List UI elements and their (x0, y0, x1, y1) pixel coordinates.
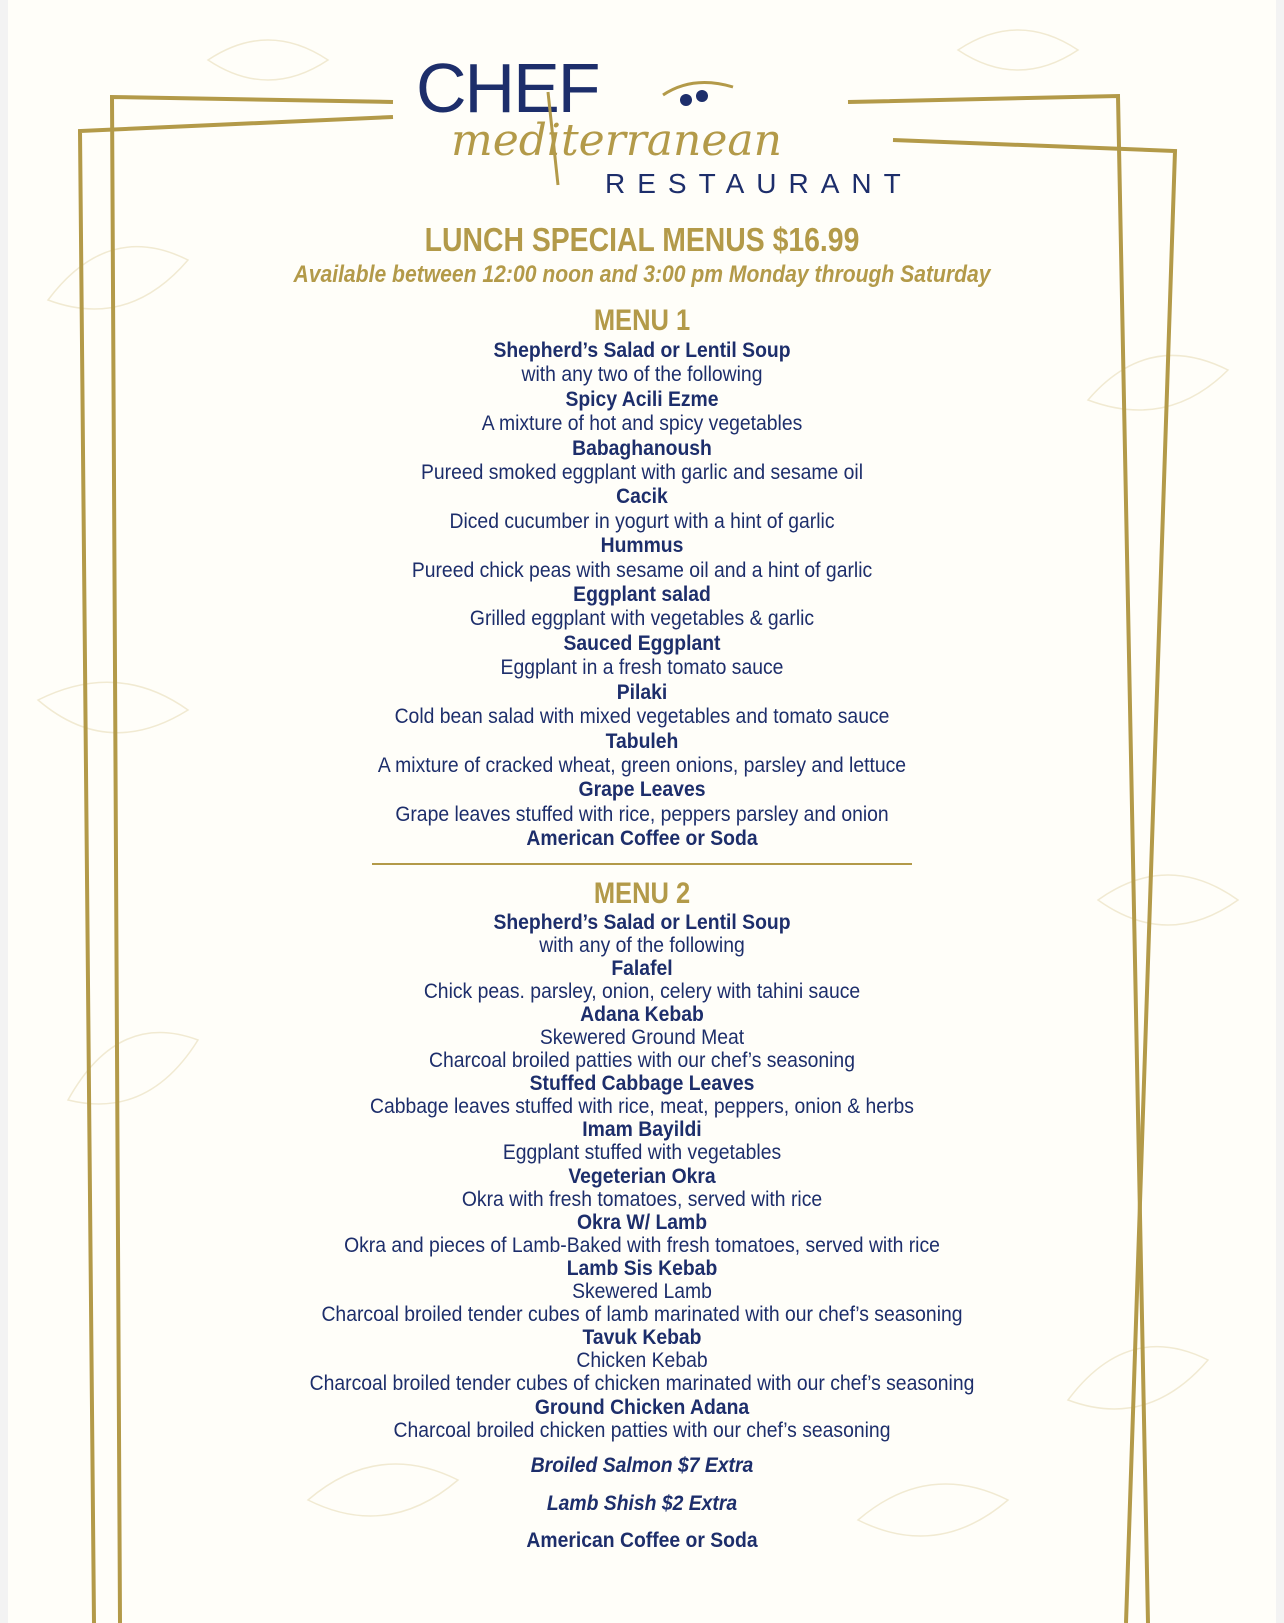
menu-item-description: Diced cucumber in yogurt with a hint of garlic (449, 508, 835, 533)
menu-item-name: Ground Chicken Adana (534, 1394, 750, 1419)
logo-mediterranean: mediterranean (451, 115, 782, 166)
menu-item-description: Charcoal broiled chicken patties with our chef’s seasoning (393, 1417, 891, 1442)
menu-item-description: Skewered Ground Meat (539, 1025, 745, 1049)
menu2-items (8, 911, 1276, 1442)
menu-item-description: Okra with fresh tomatoes, served with rice (461, 1186, 823, 1211)
menu-item-description: Okra and pieces of Lamb-Baked with fresh tomatoes, served with rice (344, 1232, 940, 1257)
menu-page (8, 0, 1276, 1623)
menu-item-name: Lamb Sis Kebab (566, 1255, 718, 1280)
menu-item-name: Spicy Acili Ezme (565, 386, 719, 411)
menu-item-description: Eggplant in a fresh tomato sauce (500, 655, 784, 680)
menu-item-description: A mixture of hot and spicy vegetables (481, 411, 803, 436)
olive-icon (696, 90, 708, 102)
menu-item-name: Falafel (611, 955, 673, 980)
menu-item-name: Hummus (600, 533, 684, 558)
menu-item-name: Eggplant salad (573, 582, 711, 607)
menu-item-description: Skewered Lamb (572, 1279, 712, 1304)
menu-item-name: Sauced Eggplant (563, 630, 721, 655)
menu-item-name: Shepherd’s Salad or Lentil Soup (493, 338, 791, 362)
menu-item-description: Pureed smoked eggplant with garlic and sesame oil (420, 460, 864, 485)
menu-item-description: Charcoal broiled tender cubes of chicken marinated with our chef’s seasoning (309, 1371, 975, 1396)
menu-item-description: Chick peas. parsley, onion, celery with tahini sauce (423, 978, 861, 1003)
menu2-closing: American Coffee or Soda (526, 1527, 758, 1552)
lunch-special-title: LUNCH SPECIAL MENUS $16.99 (424, 221, 860, 258)
menu-item-description: Pureed chick peas with sesame oil and a hint of garlic (411, 557, 873, 582)
menu-item-name: Pilaki (616, 679, 668, 704)
restaurant-logo (8, 0, 1276, 220)
menu1-title: MENU 1 (593, 304, 691, 337)
menu-item-name: Tavuk Kebab (582, 1325, 702, 1350)
menu-item-name: American Coffee or Soda (526, 826, 758, 851)
menu-item-name: Adana Kebab (580, 1001, 704, 1026)
menu-item-name: Grape Leaves (578, 777, 706, 802)
menu2-extras (8, 1446, 1276, 1522)
menu-item-description: Cold bean salad with mixed vegetables and tomato sauce (394, 704, 890, 729)
menu2-title: MENU 2 (593, 876, 691, 910)
menu-item-name: Tabuleh (605, 728, 679, 753)
menu-item-description: Grilled eggplant with vegetables & garlic (469, 606, 815, 631)
extra-option: Broiled Salmon $7 Extra (530, 1452, 754, 1477)
menu-item-description: with any two of the following (521, 362, 763, 387)
extra-option: Lamb Shish $2 Extra (546, 1490, 738, 1515)
logo-restaurant: RESTAURANT (605, 168, 913, 199)
menu-item-name: Cacik (616, 484, 668, 509)
menu-divider (372, 863, 912, 865)
menu-item-description: A mixture of cracked wheat, green onions, parsley and lettuce (377, 752, 907, 777)
olive-icon (680, 94, 692, 106)
menu-content (8, 220, 1276, 1558)
menu-item-description: Chicken Kebab (576, 1348, 708, 1373)
menu-item-description: Grape leaves stuffed with rice, peppers parsley and onion (395, 801, 889, 826)
menu-item-name: Imam Bayildi (582, 1117, 702, 1142)
menu-item-description: Eggplant stuffed with vegetables (502, 1140, 782, 1165)
menu-item-name: Shepherd’s Salad or Lentil Soup (493, 909, 791, 934)
logo-chef: CHEF (416, 49, 599, 127)
menu-item-name: Vegeterian Okra (568, 1163, 716, 1188)
menu-item-description: with any of the following (539, 932, 745, 957)
availability-note: Available between 12:00 noon and 3:00 pm Monday through Saturday (293, 261, 991, 288)
menu-item-name: Stuffed Cabbage Leaves (529, 1071, 755, 1096)
menu-item-name: Babaghanoush (572, 435, 712, 460)
menu-item-name: Okra W/ Lamb (576, 1209, 708, 1234)
menu-item-description: Charcoal broiled tender cubes of lamb marinated with our chef’s seasoning (321, 1302, 963, 1327)
menu-item-description: Cabbage leaves stuffed with rice, meat, peppers, onion & herbs (370, 1094, 914, 1119)
menu-item-description: Charcoal broiled patties with our chef’s seasoning (429, 1048, 855, 1073)
menu1-items (8, 338, 1276, 851)
